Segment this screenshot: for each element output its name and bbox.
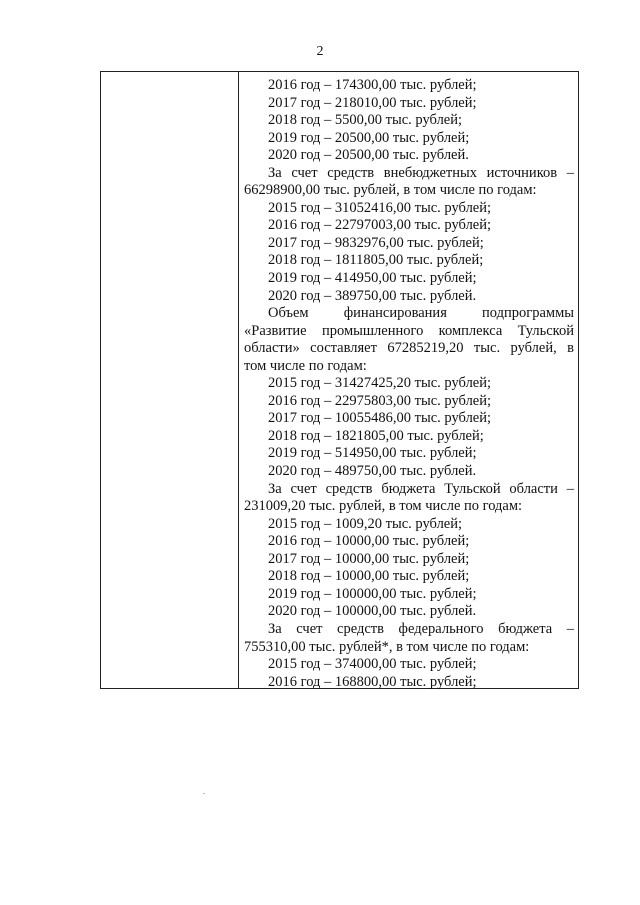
text-line: 2017 год – 10000,00 тыс. рублей; <box>268 550 470 567</box>
document-table <box>100 71 579 689</box>
text-line: области» составляет 67285219,20 тыс. рублей, в <box>244 340 574 357</box>
text-line: том числе по годам: <box>244 357 367 374</box>
page-number: 2 <box>316 44 324 59</box>
text-line: 2017 год – 10055486,00 тыс. рублей; <box>268 410 492 427</box>
text-line: 2018 год – 1811805,00 тыс. рублей; <box>268 252 484 269</box>
text-line: За счет средств федерального бюджета – <box>268 620 574 637</box>
table-left-cell <box>101 72 239 688</box>
text-line: 2016 год – 168800,00 тыс. рублей; <box>268 673 477 690</box>
text-line: 2020 год – 100000,00 тыс. рублей. <box>268 603 477 620</box>
text-line: 2020 год – 389750,00 тыс. рублей. <box>268 287 477 304</box>
text-line: 2019 год – 514950,00 тыс. рублей; <box>268 445 477 462</box>
text-line: «Развитие промышленного комплекса Тульской <box>244 322 574 339</box>
text-line: 2018 год – 10000,00 тыс. рублей; <box>268 568 470 585</box>
scan-speck <box>203 793 205 794</box>
text-line: 2017 год – 218010,00 тыс. рублей; <box>268 94 477 111</box>
table-right-cell <box>239 72 578 688</box>
text-line: 2016 год – 10000,00 тыс. рублей; <box>268 533 470 550</box>
text-line: 2019 год – 20500,00 тыс. рублей; <box>268 129 470 146</box>
text-line: 2018 год – 5500,00 тыс. рублей; <box>268 112 463 129</box>
text-line: 2018 год – 1821805,00 тыс. рублей; <box>268 427 484 444</box>
text-line: 231009,20 тыс. рублей, в том числе по годам: <box>244 498 523 515</box>
text-line: Объем финансирования подпрограммы <box>268 305 574 322</box>
text-line: 2015 год – 374000,00 тыс. рублей; <box>268 656 477 673</box>
text-line: 2020 год – 489750,00 тыс. рублей. <box>268 463 477 480</box>
text-line: 2019 год – 100000,00 тыс. рублей; <box>268 585 477 602</box>
text-line: 755310,00 тыс. рублей*, в том числе по годам: <box>244 638 530 655</box>
text-line: 2016 год – 174300,00 тыс. рублей; <box>268 77 477 93</box>
text-line: За счет средств внебюджетных источников – <box>268 164 574 181</box>
text-line: 2015 год – 31427425,20 тыс. рублей; <box>268 375 492 392</box>
text-line: 2016 год – 22797003,00 тыс. рублей; <box>268 217 492 234</box>
text-line: За счет средств бюджета Тульской области – <box>268 480 574 497</box>
text-line: 2020 год – 20500,00 тыс. рублей. <box>268 147 469 164</box>
text-line: 2016 год – 22975803,00 тыс. рублей; <box>268 392 492 409</box>
text-line: 2015 год – 31052416,00 тыс. рублей; <box>268 199 492 216</box>
text-line: 2019 год – 414950,00 тыс. рублей; <box>268 270 477 287</box>
text-line: 2015 год – 1009,20 тыс. рублей; <box>268 515 463 532</box>
text-line: 66298900,00 тыс. рублей, в том числе по годам: <box>244 182 537 199</box>
text-line: 2017 год – 9832976,00 тыс. рублей; <box>268 234 484 251</box>
